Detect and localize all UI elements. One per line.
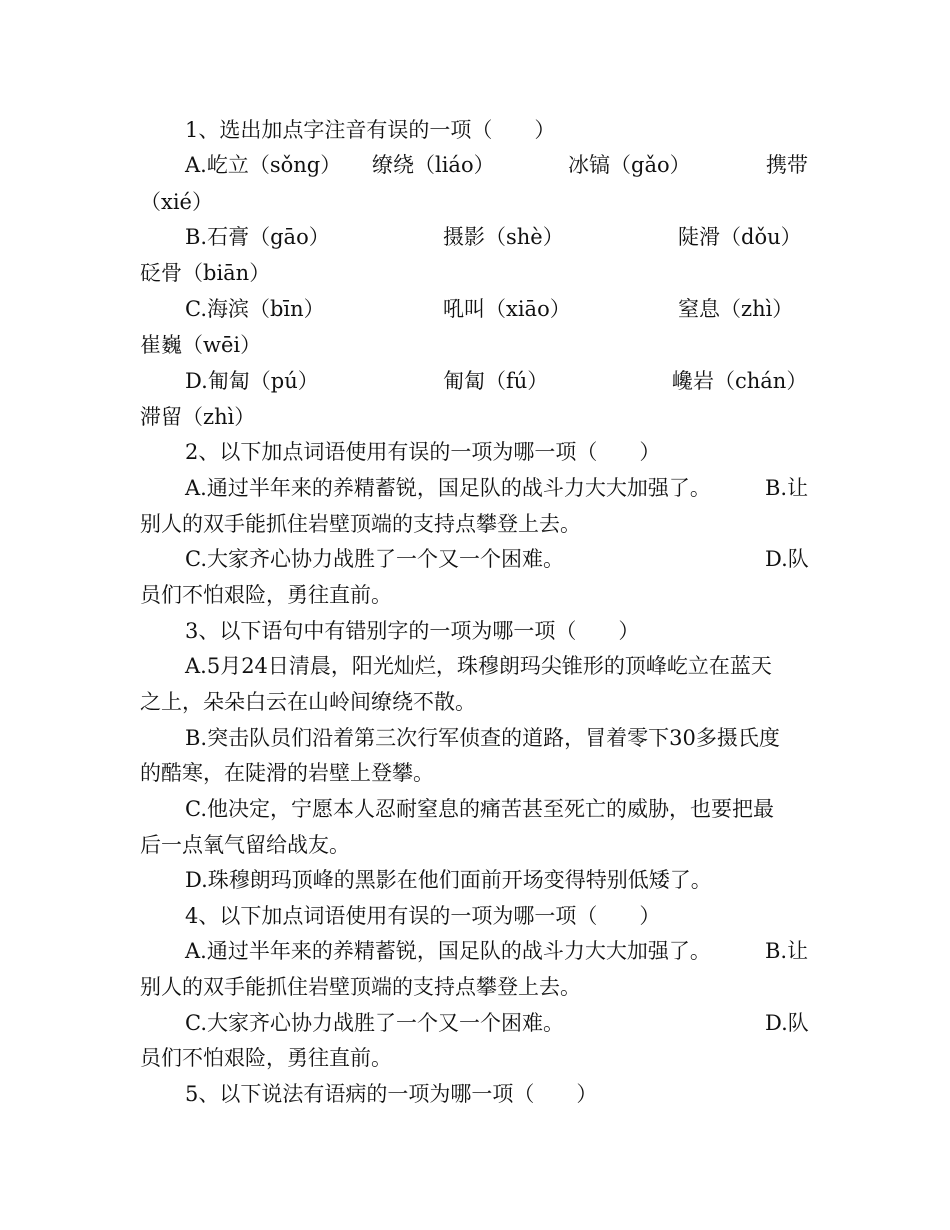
q1-option-b-item-1: B.石膏（gāo）	[185, 225, 330, 249]
q2-option-c: C.大家齐心协力战胜了一个又一个困难。	[185, 547, 564, 571]
q3-option-a: A.5月24日清晨，阳光灿烂，珠穆朗玛尖锥形的顶峰屹立在蓝天	[185, 654, 772, 678]
question-5-stem: 5、以下说法有语病的一项为哪一项（ ）	[185, 1082, 598, 1106]
q1-option-d-item-1: D.匍匐（pú）	[185, 369, 319, 393]
question-3-stem: 3、以下语句中有错别字的一项为哪一项（ ）	[185, 619, 640, 643]
question-4-stem: 4、以下加点词语使用有误的一项为哪一项（ ）	[185, 904, 661, 928]
q2-option-d-start: D.队	[765, 547, 809, 571]
q2-option-a: A.通过半年来的养精蓄锐，国足队的战斗力大大加强了。	[185, 476, 711, 500]
q4-option-c: C.大家齐心协力战胜了一个又一个困难。	[185, 1011, 564, 1035]
question-1-stem: 1、选出加点字注音有误的一项（ ）	[185, 118, 556, 142]
q1-option-a-item-2: 缭绕（liáo）	[372, 153, 495, 177]
q2-option-b-cont: 别人的双手能抓住岩壁顶端的支持点攀登上去。	[140, 512, 581, 536]
q1-option-a-item-4: 携带	[766, 153, 808, 177]
q1-option-b-item-3: 陡滑（dǒu）	[678, 225, 802, 249]
q1-option-a-item-3: 冰镐（gǎo）	[568, 153, 691, 177]
q1-option-c-item-2: 吼叫（xiāo）	[443, 297, 571, 321]
q4-option-d-start: D.队	[765, 1011, 809, 1035]
question-2-stem: 2、以下加点词语使用有误的一项为哪一项（ ）	[185, 440, 661, 464]
q1-option-a-item-4-reading: （xié）	[140, 190, 213, 214]
q3-option-b: B.突击队员们沿着第三次行军侦查的道路，冒着零下30多摄氏度	[185, 726, 780, 750]
q4-option-b-cont: 别人的双手能抓住岩壁顶端的支持点攀登上去。	[140, 975, 581, 999]
q1-option-d-item-2: 匍匐（fú）	[443, 369, 549, 393]
q1-option-b-item-4: 砭骨（biān）	[140, 261, 271, 285]
q4-option-a: A.通过半年来的养精蓄锐，国足队的战斗力大大加强了。	[185, 939, 711, 963]
q1-option-d-item-3: 巉岩（chán）	[672, 369, 808, 393]
q1-option-c-item-1: C.海滨（bīn）	[185, 297, 325, 321]
q3-option-c-cont: 后一点氧气留给战友。	[140, 833, 350, 857]
q1-option-c-item-3: 窒息（zhì）	[678, 297, 794, 321]
q1-option-c-item-4: 崔巍（wēi）	[140, 333, 262, 357]
q4-option-b-start: B.让	[765, 939, 809, 963]
q3-option-d: D.珠穆朗玛顶峰的黑影在他们面前开场变得特别低矮了。	[185, 868, 712, 892]
q3-option-c: C.他决定，宁愿本人忍耐窒息的痛苦甚至死亡的威胁，也要把最	[185, 797, 774, 821]
q1-option-b-item-2: 摄影（shè）	[443, 225, 564, 249]
q1-option-d-item-4: 滞留（zhì）	[140, 405, 256, 429]
q2-option-d-cont: 员们不怕艰险，勇往直前。	[140, 583, 392, 607]
q2-option-b-start: B.让	[765, 476, 809, 500]
q1-option-a-item-1: A.屹立（sǒng）	[185, 153, 342, 177]
q3-option-a-cont: 之上，朵朵白云在山岭间缭绕不散。	[140, 690, 476, 714]
q3-option-b-cont: 的酷寒，在陡滑的岩壁上登攀。	[140, 761, 434, 785]
q4-option-d-cont: 员们不怕艰险，勇往直前。	[140, 1046, 392, 1070]
